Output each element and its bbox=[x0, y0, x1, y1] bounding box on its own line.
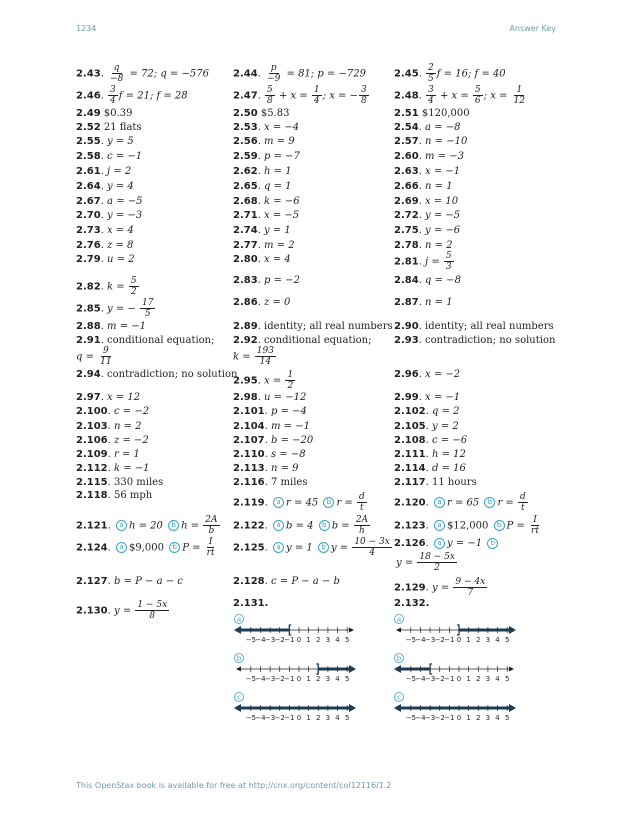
tick-label: 0 bbox=[456, 675, 462, 683]
answer-2-108: 2.108. c = −6 bbox=[394, 435, 468, 446]
part-b-marker: b bbox=[484, 497, 495, 508]
answer-2-53: 2.53. x = −4 bbox=[233, 122, 300, 133]
answer-2-47: 2.47. $\frac{5}{8}$ + x = $\frac{1}{4}$ ; x = − $\frac{3}{8}$ bbox=[233, 85, 367, 106]
answer-2-81: 2.81. j = $\frac{5}{3}$ bbox=[394, 251, 452, 272]
part-label: b bbox=[236, 654, 242, 663]
tick-label: −3 bbox=[264, 636, 276, 644]
part-b-marker: b bbox=[323, 497, 334, 508]
answer-2-130: 2.130. y = $\frac{1 - 5x}{8}$ bbox=[76, 600, 168, 621]
answer-2-97: 2.97. x = 12 bbox=[76, 392, 141, 403]
answer-2-129: 2.129. y = $\frac{9 - 4x}{7}$ bbox=[394, 577, 486, 598]
answer-2-79: 2.79. u = 2 bbox=[76, 254, 135, 265]
answer-2-62: 2.62. h = 1 bbox=[233, 166, 292, 177]
number-line-part-a bbox=[234, 613, 356, 647]
tick-label: 5 bbox=[504, 636, 510, 644]
tick-label: −1 bbox=[444, 636, 455, 644]
answer-2-127: 2.127. b = P − a − c bbox=[76, 576, 183, 587]
left-arrow bbox=[396, 628, 401, 633]
tick-label: −2 bbox=[434, 636, 445, 644]
tick-label: −3 bbox=[424, 675, 436, 683]
answer-2-91-value: q = $\frac{9}{11}$ bbox=[76, 346, 112, 367]
part-b-marker: b bbox=[487, 538, 498, 549]
tick-label: 0 bbox=[456, 636, 462, 644]
tick-label: 1 bbox=[306, 636, 311, 644]
solution-arrow-left bbox=[234, 704, 241, 712]
answer-2-70: 2.70. y = −3 bbox=[76, 210, 143, 221]
tick-label: 2 bbox=[316, 675, 321, 683]
tick-label: 3 bbox=[485, 675, 491, 683]
answer-2-60: 2.60. m = −3 bbox=[394, 151, 465, 162]
tick-label: −2 bbox=[274, 636, 285, 644]
right-arrow bbox=[349, 628, 354, 633]
answer-2-117: 2.117. 11 hours bbox=[394, 477, 477, 488]
answer-2-119: 2.119. a r = 45 b r = $\frac{d}{t}$ bbox=[233, 492, 365, 513]
tick-label: 2 bbox=[316, 714, 321, 722]
solution-arrow-right bbox=[349, 665, 356, 673]
answer-2-58: 2.58. c = −1 bbox=[76, 151, 143, 162]
tick-label: −1 bbox=[284, 714, 295, 722]
tick-label: −2 bbox=[434, 714, 445, 722]
answer-2-57: 2.57. n = −10 bbox=[394, 136, 468, 147]
answer-2-132: 2.132. bbox=[394, 598, 430, 609]
right-arrow bbox=[509, 667, 514, 672]
tick-label: −3 bbox=[264, 714, 276, 722]
answer-2-74: 2.74. y = 1 bbox=[233, 225, 291, 236]
tick-label: 0 bbox=[296, 714, 302, 722]
answer-2-61: 2.61. j = 2 bbox=[76, 166, 132, 177]
answer-2-46: 2.46. $\frac{3}{4}$ f = 21; f = 28 bbox=[76, 85, 188, 106]
answer-2-69: 2.69. x = 10 bbox=[394, 196, 459, 207]
tick-label: −4 bbox=[415, 675, 426, 683]
answer-2-107: 2.107. b = −20 bbox=[233, 435, 314, 446]
answer-2-124: 2.124. a $9,000 b P = $\frac{I}{rt}$ bbox=[76, 537, 215, 558]
solution-arrow-left bbox=[394, 704, 401, 712]
answer-2-131: 2.131. bbox=[233, 598, 269, 609]
answer-2-66: 2.66. n = 1 bbox=[394, 181, 453, 192]
tick-label: 2 bbox=[476, 675, 481, 683]
part-a-marker: a bbox=[116, 542, 127, 553]
answer-2-64: 2.64. y = 4 bbox=[76, 181, 134, 192]
answer-2-113: 2.113. n = 9 bbox=[233, 463, 299, 474]
tick-label: −5 bbox=[405, 714, 416, 722]
tick-label: −5 bbox=[245, 714, 256, 722]
part-a-marker: a bbox=[434, 520, 445, 531]
tick-label: −5 bbox=[245, 636, 256, 644]
tick-label: 1 bbox=[306, 675, 311, 683]
answer-2-82: 2.82. k = $\frac{5}{2}$ bbox=[76, 276, 137, 297]
part-b-marker: b bbox=[318, 542, 329, 553]
answer-2-59: 2.59. p = −7 bbox=[233, 151, 300, 162]
tick-label: −1 bbox=[444, 675, 455, 683]
answer-2-98: 2.98. u = −12 bbox=[233, 392, 307, 403]
part-label: a bbox=[396, 615, 402, 624]
tick-label: −1 bbox=[284, 675, 295, 683]
answer-2-68: 2.68. k = −6 bbox=[233, 196, 300, 207]
tick-label: 3 bbox=[325, 636, 331, 644]
answer-2-103: 2.103. n = 2 bbox=[76, 421, 142, 432]
answer-2-102: 2.102. q = 2 bbox=[394, 406, 460, 417]
tick-label: 3 bbox=[485, 714, 491, 722]
answer-2-89: 2.89. identity; all real numbers bbox=[233, 321, 393, 332]
answer-2-112: 2.112. k = −1 bbox=[76, 463, 150, 474]
part-label: b bbox=[396, 654, 402, 663]
part-b-marker: b bbox=[169, 542, 180, 553]
answer-2-101: 2.101. p = −4 bbox=[233, 406, 307, 417]
tick-label: 4 bbox=[495, 675, 500, 683]
footer-link[interactable]: http://cnx.org/content/col12116/1.2 bbox=[248, 781, 392, 790]
tick-label: 2 bbox=[476, 636, 481, 644]
tick-label: 1 bbox=[466, 675, 471, 683]
answer-2-43: 2.43. $\frac{q}{-8}$ = 72; q = −576 bbox=[76, 63, 209, 84]
tick-label: 2 bbox=[476, 714, 481, 722]
tick-label: 1 bbox=[466, 714, 471, 722]
tick-label: 5 bbox=[504, 714, 510, 722]
tick-label: 5 bbox=[344, 714, 350, 722]
answer-2-52: 2.52 21 flats bbox=[76, 122, 142, 133]
tick-label: 3 bbox=[325, 675, 331, 683]
answer-2-94: 2.94. contradiction; no solution bbox=[76, 369, 238, 380]
answer-2-80: 2.80. x = 4 bbox=[233, 254, 291, 265]
answer-2-75: 2.75. y = −6 bbox=[394, 225, 461, 236]
tick-label: 0 bbox=[456, 714, 462, 722]
part-a-marker: a bbox=[434, 538, 445, 549]
tick-label: 0 bbox=[296, 636, 302, 644]
answer-2-50: 2.50 $5.83 bbox=[233, 108, 290, 119]
number-line-part-c bbox=[394, 691, 516, 725]
answer-2-121: 2.121. a h = 20 b h = $\frac{2A}{b}$ bbox=[76, 515, 218, 536]
answer-2-122: 2.122. a b = 4 b b = $\frac{2A}{h}$ bbox=[233, 515, 369, 536]
page-number: 1234 bbox=[76, 24, 97, 33]
answer-2-100: 2.100. c = −2 bbox=[76, 406, 150, 417]
answer-2-84: 2.84. q = −8 bbox=[394, 275, 461, 286]
solution-arrow-right bbox=[509, 626, 516, 634]
answer-2-114: 2.114. d = 16 bbox=[394, 463, 466, 474]
tick-label: 4 bbox=[335, 714, 340, 722]
answer-2-125: 2.125. a y = 1 b y = $\frac{10 - 3x}{4}$ bbox=[233, 537, 390, 558]
footer-text: This OpenStax book is available for free at bbox=[76, 781, 249, 790]
tick-label: 3 bbox=[485, 636, 491, 644]
solution-arrow-left bbox=[234, 626, 241, 634]
answer-2-44: 2.44. $\frac{p}{-9}$ = 81; p = −729 bbox=[233, 63, 366, 84]
tick-label: 4 bbox=[335, 636, 340, 644]
answer-2-118: 2.118. 56 mph bbox=[76, 490, 153, 501]
answer-2-63: 2.63. x = −1 bbox=[394, 166, 461, 177]
answer-2-99: 2.99. x = −1 bbox=[394, 392, 461, 403]
tick-label: −3 bbox=[424, 636, 436, 644]
answer-2-126: 2.126. a y = −1 b bbox=[394, 537, 500, 550]
answer-2-92: 2.92. conditional equation; bbox=[233, 335, 372, 346]
part-b-marker: b bbox=[319, 520, 330, 531]
number-line-part-c bbox=[234, 691, 356, 725]
answer-2-51: 2.51 $120,000 bbox=[394, 108, 470, 119]
answer-2-45: 2.45. $\frac{2}{5}$ f = 16; f = 40 bbox=[394, 63, 506, 84]
tick-label: −1 bbox=[444, 714, 455, 722]
part-a-marker: a bbox=[273, 520, 284, 531]
tick-label: −5 bbox=[245, 675, 256, 683]
section-title: Answer Key bbox=[509, 24, 556, 33]
part-b-marker: b bbox=[494, 520, 505, 531]
answer-2-67: 2.67. a = −5 bbox=[76, 196, 143, 207]
answer-2-120: 2.120. a r = 65 b r = $\frac{d}{t}$ bbox=[394, 492, 526, 513]
tick-label: 4 bbox=[335, 675, 340, 683]
answer-2-110: 2.110. s = −8 bbox=[233, 449, 306, 460]
answer-2-88: 2.88. m = −1 bbox=[76, 321, 147, 332]
answer-2-92-value: k = $\frac{193}{14}$ bbox=[233, 346, 274, 367]
tick-label: 3 bbox=[325, 714, 331, 722]
tick-label: −4 bbox=[415, 636, 426, 644]
answer-2-73: 2.73. x = 4 bbox=[76, 225, 134, 236]
part-label: c bbox=[237, 693, 241, 702]
tick-label: −2 bbox=[434, 675, 445, 683]
tick-label: −3 bbox=[424, 714, 436, 722]
tick-label: −2 bbox=[274, 675, 285, 683]
part-a-marker: a bbox=[273, 497, 284, 508]
number-line-part-a bbox=[394, 613, 516, 647]
tick-label: 1 bbox=[466, 636, 471, 644]
answer-2-49: 2.49 $0.39 bbox=[76, 108, 133, 119]
answer-2-48: 2.48. $\frac{3}{4}$ + x = $\frac{5}{6}$ ; x = $\frac{1}{12}$ bbox=[394, 85, 526, 106]
answer-2-109: 2.109. r = 1 bbox=[76, 449, 140, 460]
tick-label: 5 bbox=[344, 636, 350, 644]
answer-2-90: 2.90. identity; all real numbers bbox=[394, 321, 554, 332]
tick-label: 2 bbox=[316, 636, 321, 644]
tick-label: −3 bbox=[264, 675, 276, 683]
answer-2-71: 2.71. x = −5 bbox=[233, 210, 300, 221]
answer-2-77: 2.77. m = 2 bbox=[233, 240, 295, 251]
number-line-part-b bbox=[394, 652, 516, 686]
part-b-marker: b bbox=[168, 520, 179, 531]
solution-arrow-left bbox=[394, 665, 401, 673]
tick-label: −5 bbox=[405, 636, 416, 644]
answer-2-78: 2.78. n = 2 bbox=[394, 240, 453, 251]
tick-label: −5 bbox=[405, 675, 416, 683]
tick-label: 4 bbox=[495, 636, 500, 644]
tick-label: 5 bbox=[504, 675, 510, 683]
answer-2-83: 2.83. p = −2 bbox=[233, 275, 300, 286]
tick-label: 0 bbox=[296, 675, 302, 683]
answer-2-104: 2.104. m = −1 bbox=[233, 421, 310, 432]
answer-2-116: 2.116. 7 miles bbox=[233, 477, 308, 488]
tick-label: 4 bbox=[495, 714, 500, 722]
answer-2-54: 2.54. a = −8 bbox=[394, 122, 461, 133]
answer-2-105: 2.105. y = 2 bbox=[394, 421, 459, 432]
answer-2-85: 2.85. y = − $\frac{17}{5}$ bbox=[76, 298, 154, 319]
answer-2-95: 2.95. x = $\frac{1}{2}$ bbox=[233, 370, 294, 391]
part-a-marker: a bbox=[116, 520, 127, 531]
answer-2-115: 2.115. 330 miles bbox=[76, 477, 164, 488]
tick-label: 5 bbox=[344, 675, 350, 683]
answer-2-72: 2.72. y = −5 bbox=[394, 210, 461, 221]
part-a-marker: a bbox=[434, 497, 445, 508]
answer-2-123: 2.123. a $12,000 b P = $\frac{I}{rt}$ bbox=[394, 515, 539, 536]
answer-2-128: 2.128. c = P − a − b bbox=[233, 576, 340, 587]
answer-2-76: 2.76. z = 8 bbox=[76, 240, 134, 251]
answer-2-86: 2.86. z = 0 bbox=[233, 297, 291, 308]
tick-label: −4 bbox=[415, 714, 426, 722]
part-label: c bbox=[397, 693, 401, 702]
tick-label: −4 bbox=[255, 714, 266, 722]
answer-2-91: 2.91. conditional equation; bbox=[76, 335, 215, 346]
answer-2-111: 2.111. h = 12 bbox=[394, 449, 466, 460]
solution-arrow-right bbox=[349, 704, 356, 712]
answer-2-126-b-value: y = $\frac{18 - 5x}{2}$ bbox=[396, 552, 455, 573]
solution-arrow-right bbox=[509, 704, 516, 712]
part-a-marker: a bbox=[273, 542, 284, 553]
answer-2-65: 2.65. q = 1 bbox=[233, 181, 292, 192]
number-line-part-b bbox=[234, 652, 356, 686]
tick-label: −4 bbox=[255, 636, 266, 644]
left-arrow bbox=[236, 667, 241, 672]
answer-2-96: 2.96. x = −2 bbox=[394, 369, 461, 380]
tick-label: −4 bbox=[255, 675, 266, 683]
answer-2-87: 2.87. n = 1 bbox=[394, 297, 453, 308]
tick-label: −2 bbox=[274, 714, 285, 722]
part-label: a bbox=[236, 615, 242, 624]
tick-label: −1 bbox=[284, 636, 295, 644]
answer-2-106: 2.106. z = −2 bbox=[76, 435, 149, 446]
tick-label: 1 bbox=[306, 714, 311, 722]
answer-2-55: 2.55. y = 5 bbox=[76, 136, 134, 147]
footer bbox=[76, 781, 392, 790]
answer-2-93: 2.93. contradiction; no solution bbox=[394, 335, 556, 346]
answer-2-56: 2.56. m = 9 bbox=[233, 136, 295, 147]
